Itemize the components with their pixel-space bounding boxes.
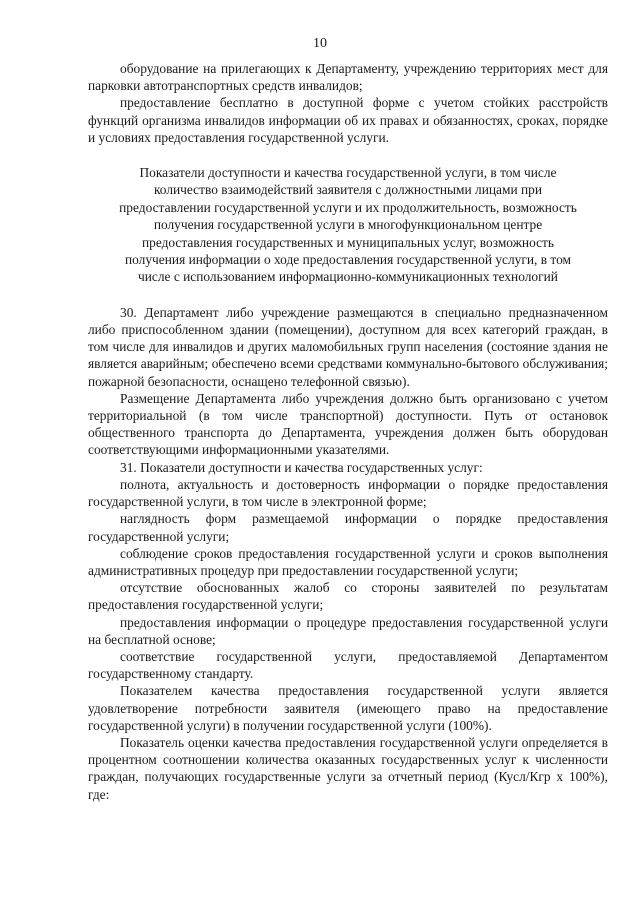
body-paragraph: предоставления информации о процедуре предоставления государственной услуги на бесплатной основе;	[88, 614, 608, 647]
body-paragraph: соответствие государственной услуги, предоставляемой Департаментом государственному стандарту.	[88, 648, 608, 682]
section-heading-line: предоставления государственных и муниципальных услуг, возможность	[141, 234, 555, 250]
page-content	[88, 60, 608, 803]
body-paragraph: соблюдение сроков предоставления государственной услуги и сроков выполнения административных процедур при предоставлении государственной услуги;	[88, 545, 608, 578]
body-paragraph: отсутствие обоснованных жалоб со стороны заявителей по результатам предоставления государственной услуги;	[88, 580, 608, 613]
body-paragraph: 31. Показатели доступности и качества государственных услуг:	[120, 459, 483, 475]
section-heading-line: предоставлении государственной услуги и их продолжительность, возможность	[119, 199, 577, 215]
section-heading-line: количество взаимодействий заявителя с должностными лицами при	[153, 182, 543, 198]
body-paragraph: Показателем качества предоставления государственной услуги является удовлетворение потребности заявителя (имеющего право на предоставление государственной услуги) в получении государственной услуги (100%).	[88, 683, 608, 733]
section-heading-line: получения государственной услуги в многофункциональном центре	[153, 217, 543, 233]
body-paragraph: Показатель оценки качества предоставления государственной услуги определяется в процентном соотношении количества оказанных государственных услуг к численности граждан, получающих государственные услуги за отчетный период (Кусл/Кгр х 100%), где:	[88, 734, 608, 802]
body-paragraph: Размещение Департамента либо учреждения должно быть организовано с учетом территориальной (в том числе транспортной) доступности. Путь от остановок общественного транспорта до Департамента, учреждения должен быть оборудован соответствующими информационными указателями.	[88, 390, 608, 458]
section-heading-line: получения информации о ходе предоставления государственной услуги, в том	[125, 252, 571, 268]
body-paragraph: полнота, актуальность и достоверность информации о порядке предоставления государственной услуги, в том числе в электронной форме;	[88, 476, 608, 510]
body-paragraph: наглядность форм размещаемой информации о порядке предоставления государственной услуги;	[88, 511, 608, 544]
section-heading-line: Показатели доступности и качества государственной услуги, в том числе	[139, 165, 557, 181]
section-heading	[88, 164, 608, 286]
intro-paragraph: оборудование на прилегающих к Департаменту, учреждению территориях мест для парковки автотранспортных средств инвалидов;	[88, 61, 608, 94]
body-paragraph: 30. Департамент либо учреждение размещаются в специально предназначенном либо приспособленном здании (помещении), доступном для всех категорий граждан, в том числе для инвалидов и других маломобильных групп населения (состояние здания не является аварийным; обеспечено всеми средствами коммунально-бытового обслуживания; пожарной безопасности, оснащено телефонной связью).	[88, 304, 608, 389]
intro-paragraph: предоставление бесплатно в доступной форме с учетом стойких расстройств функций организма инвалидов информации об их правах и обязанностях, сроках, порядке и условиях предоставления государственной услуги.	[88, 95, 608, 145]
section-heading-line: числе с использованием информационно-коммуникационных технологий	[138, 269, 558, 285]
page-number: 10	[313, 36, 327, 51]
